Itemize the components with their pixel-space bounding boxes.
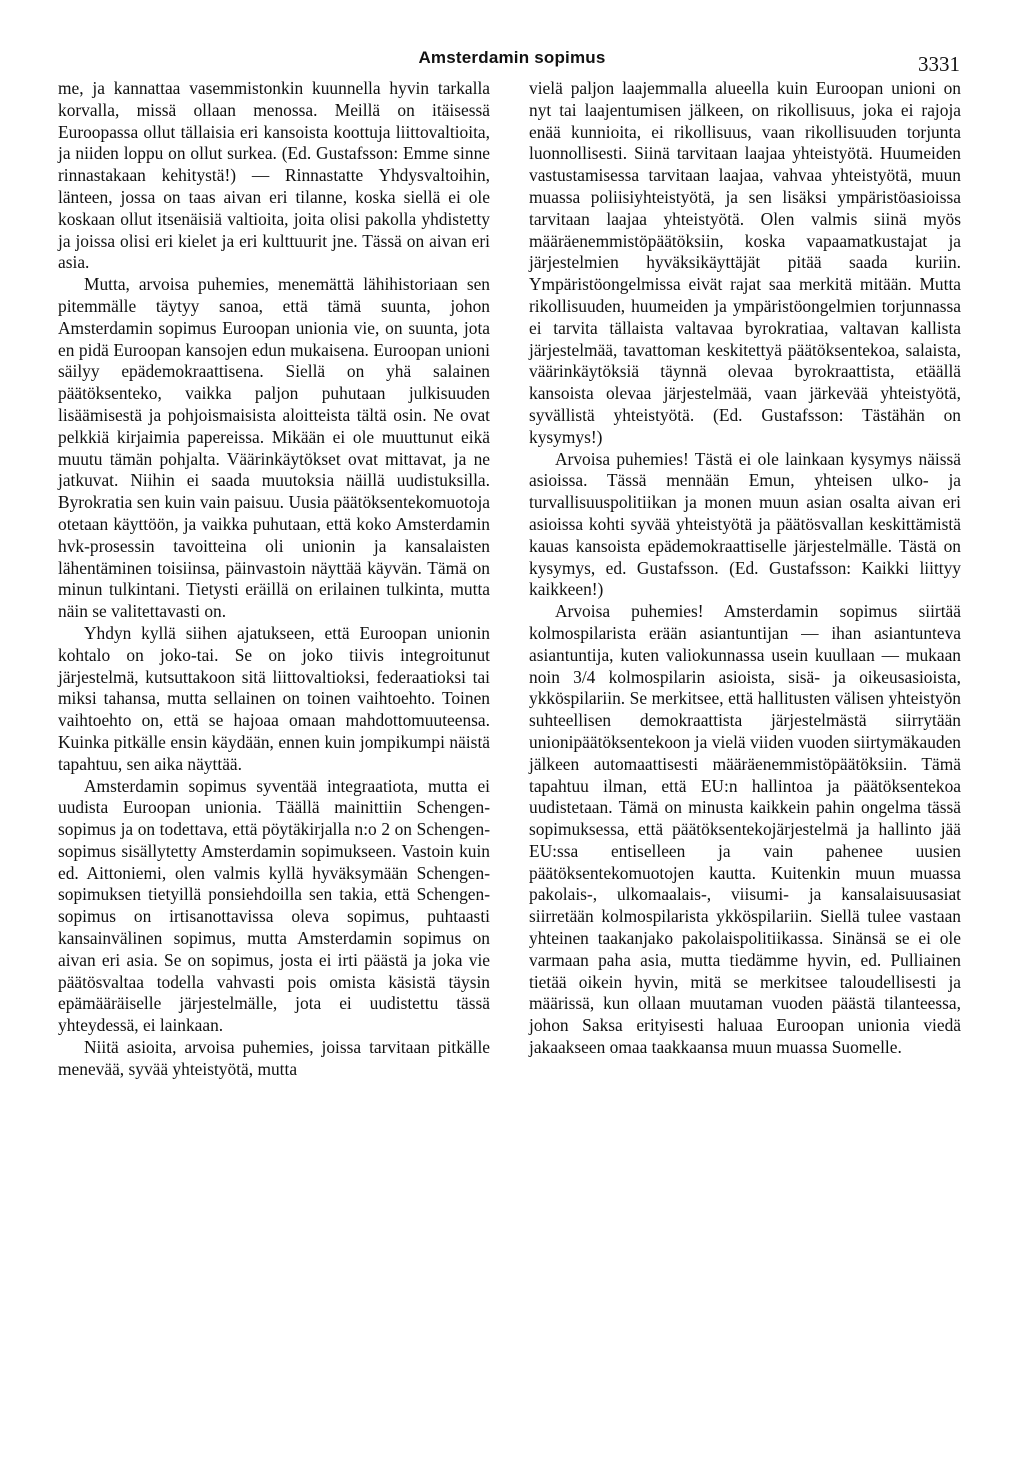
paragraph: Arvoisa puhemies! Tästä ei ole lainkaan kysymys näissä asioissa. Tässä mennään Emun, yhteisen ulko- ja turvallisuuspolitiikan ja monen muun asian osalta aivan eri asioissa kohti syvää yhteistyötä ja päätösvallan keskittämistä kauas kansoista epädemokraattiselle järjestelmälle. Tästä on kysymys, ed. Gustafsson. (Ed. Gustafsson: Kaikki liittyy kaikkeen!): [529, 448, 961, 600]
page-number: 3331: [918, 52, 960, 76]
page-header-title: Amsterdamin sopimus: [418, 48, 606, 67]
left-column: [58, 78, 490, 1081]
paragraph: me, ja kannattaa vasemmistonkin kuunnella hyvin tarkalla korvalla, missä ollaan menossa. Meillä on itäisessä Euroopassa ollut tällaisia eri kansoista koottuja liittovaltioita, ja niiden loppu on ollut surkea. (Ed. Gustafsson: Emme sinne rinnastakaan kehitystä!) — Rinnastatte Yhdysvaltoihin, länteen, jossa on taas aivan eri tilanne, koska siellä ei ole koskaan ollut itsenäisiä valtioita, joita olisi pakolla yhdistetty ja joissa olisi eri kielet ja eri kulttuurit jne. Tässä on aivan eri asia.: [58, 78, 490, 273]
paragraph: Yhdyn kyllä siihen ajatukseen, että Euroopan unionin kohtalo on joko-tai. Se on joko tiivis integroitunut järjestelmä, kutsuttakoon sitä liittovaltioksi, federaatioksi tai miksi tahansa, mutta sellainen on toinen vaihtoehto. Toinen vaihtoehto on, että se hajoaa omaan mahdottomuuteensa. Kuinka pitkälle ensin käydään, ennen kuin jompikumpi näistä tapahtuu, sen aika näyttää.: [58, 622, 490, 774]
paragraph: Arvoisa puhemies! Amsterdamin sopimus siirtää kolmospilarista erään asiantuntijan — ihan asiantunteva asiantuntija, kuten valiokunnassa usein kuullaan — mukaan noin 3/4 kolmospilarin asioista, sisä- ja oikeusasioista, ykköspilariin. Se merkitsee, että hallitusten välisen yhteistyön suhteellisen demokraattista järjestelmästä siirrytään unionipäätöksentekoon ja vielä viiden vuoden siirtymäkauden jälkeen automaattisesti määräenemmistöpäätöksiin. Tämä tapahtuu ilman, että EU:n hallintoa ja päätöksentekoa uudistetaan. Tämä on minusta kaikkein pahin ongelma tässä sopimuksessa, että päätöksentekojärjestelmä ja hallinto jää EU:ssa entiselleen ja vain pahenee uusien päätöksentekomuotojen kautta. Kuitenkin muun muassa pakolais-, ulkomaalais-, viisumi- ja kansalaisuusasiat siirretään kolmospilarista ykköspilariin. Siellä tulee vastaan yhteinen taakanjako pakolaispolitiikassa. Sinänsä se ei ole varmaan paha asia, mutta tiedämme hyvin, ed. Pulliainen tietää oikein hyvin, mitä se merkitsee taloudellisesti ja määrissä, kun ollaan muutaman vuoden päästä tilanteessa, johon Saksa erityisesti haluaa Euroopan unionia viedä jakaakseen omaa taakkaansa muun muassa Suomelle.: [529, 601, 961, 1058]
paragraph: Amsterdamin sopimus syventää integraatiota, mutta ei uudista Euroopan unionia. Täällä mainittiin Schengen-sopimus ja on todettava, että pöytäkirjalla n:o 2 on Schengen-sopimus sisällytetty Amsterdamin sopimukseen. Vastoin kuin ed. Aittoniemi, olen valmis kyllä hyväksymään Schengen-sopimuksen tietyillä ponsiehdoilla sen takia, että Schengen-sopimus on irtisanottavissa oleva sopimus, puhtaasti kansainvälinen sopimus, mutta Amsterdamin sopimus on aivan eri asia. Se on sopimus, josta ei irti päästä ja joka vie päätösvaltaa todella vahvasti pois omista käsistä täysin epämääräiselle järjestelmälle, jota ei uudistettu tässä yhteydessä, ei lainkaan.: [58, 775, 490, 1036]
paragraph: Mutta, arvoisa puhemies, menemättä lähihistoriaan sen pitemmälle täytyy sanoa, että tämä suunta, johon Amsterdamin sopimus Euroopan unionia vie, on suunta, jota en pidä Euroopan kansojen edun mukaisena. Euroopan unioni säilyy epädemokraattisena. Siellä on yhä salainen päätöksenteko, vaikka paljon puhutaan julkisuuden lisäämisestä ja pohjoismaisista aloitteista tältä osin. Ne ovat pelkkiä kirjaimia papereissa. Mikään ei ole muuttunut eikä muutu tämän pohjalta. Väärinkäytökset ovat mittavat, ja ne jatkuvat. Niihin ei saada muutoksia näillä uudistuksilla. Byrokratia sen kuin vain paisuu. Uusia päätöksentekomuotoja otetaan käyttöön, ja vaikka puhutaan, että koko Amsterdamin hvk-prosessin tavoitteina oli unionin ja kansalaisten lähentäminen toisiinsa, päinvastoin näyttää käyvän. Tämä on minun tulkintani. Tietysti eräillä on erilainen tulkinta, mutta näin se valitettavasti on.: [58, 274, 490, 622]
right-column: [529, 78, 961, 1059]
paragraph: vielä paljon laajemmalla alueella kuin Euroopan unioni on nyt tai laajentumisen jälkeen, on rikollisuus, joka ei rajoja enää kunnioita, ei rikollisuus, vaan rikollisuuden torjunta luonnollisesti. Siinä tarvitaan laajaa yhteistyötä. Huumeiden vastustamisessa tarvitaan laajaa, vahvaa yhteistyötä, muun muassa poliisiyhteistyötä, ja sen lisäksi ympäristöasioissa tarvitaan laajaa yhteistyötä. Olen valmis siinä myös määräenemmistöpäätöksiin, koska vapaamatkustajat ja järjestelmien hyväksikäyttäjät pitää saada kuriin. Ympäristöongelmissa eivät rajat saa merkitä mitään. Mutta rikollisuuden, huumeiden ja ympäristöongelmien torjunnassa ei tarvita tällaista valtavaa byrokratiaa, valtavan kallista järjestelmää, tavattoman keskitettyä päätöksentekoa, salaista, väärinkäytöksiä täynnä olevaa byrokraattista, etäällä kansoista olevaa järjestelmää, vaan järkevää yhteistyötä, syvällistä yhteistyötä. (Ed. Gustafsson: Tästähän on kysymys!): [529, 78, 961, 447]
paragraph: Niitä asioita, arvoisa puhemies, joissa tarvitaan pitkälle menevää, syvää yhteistyötä, mutta: [58, 1037, 490, 1079]
